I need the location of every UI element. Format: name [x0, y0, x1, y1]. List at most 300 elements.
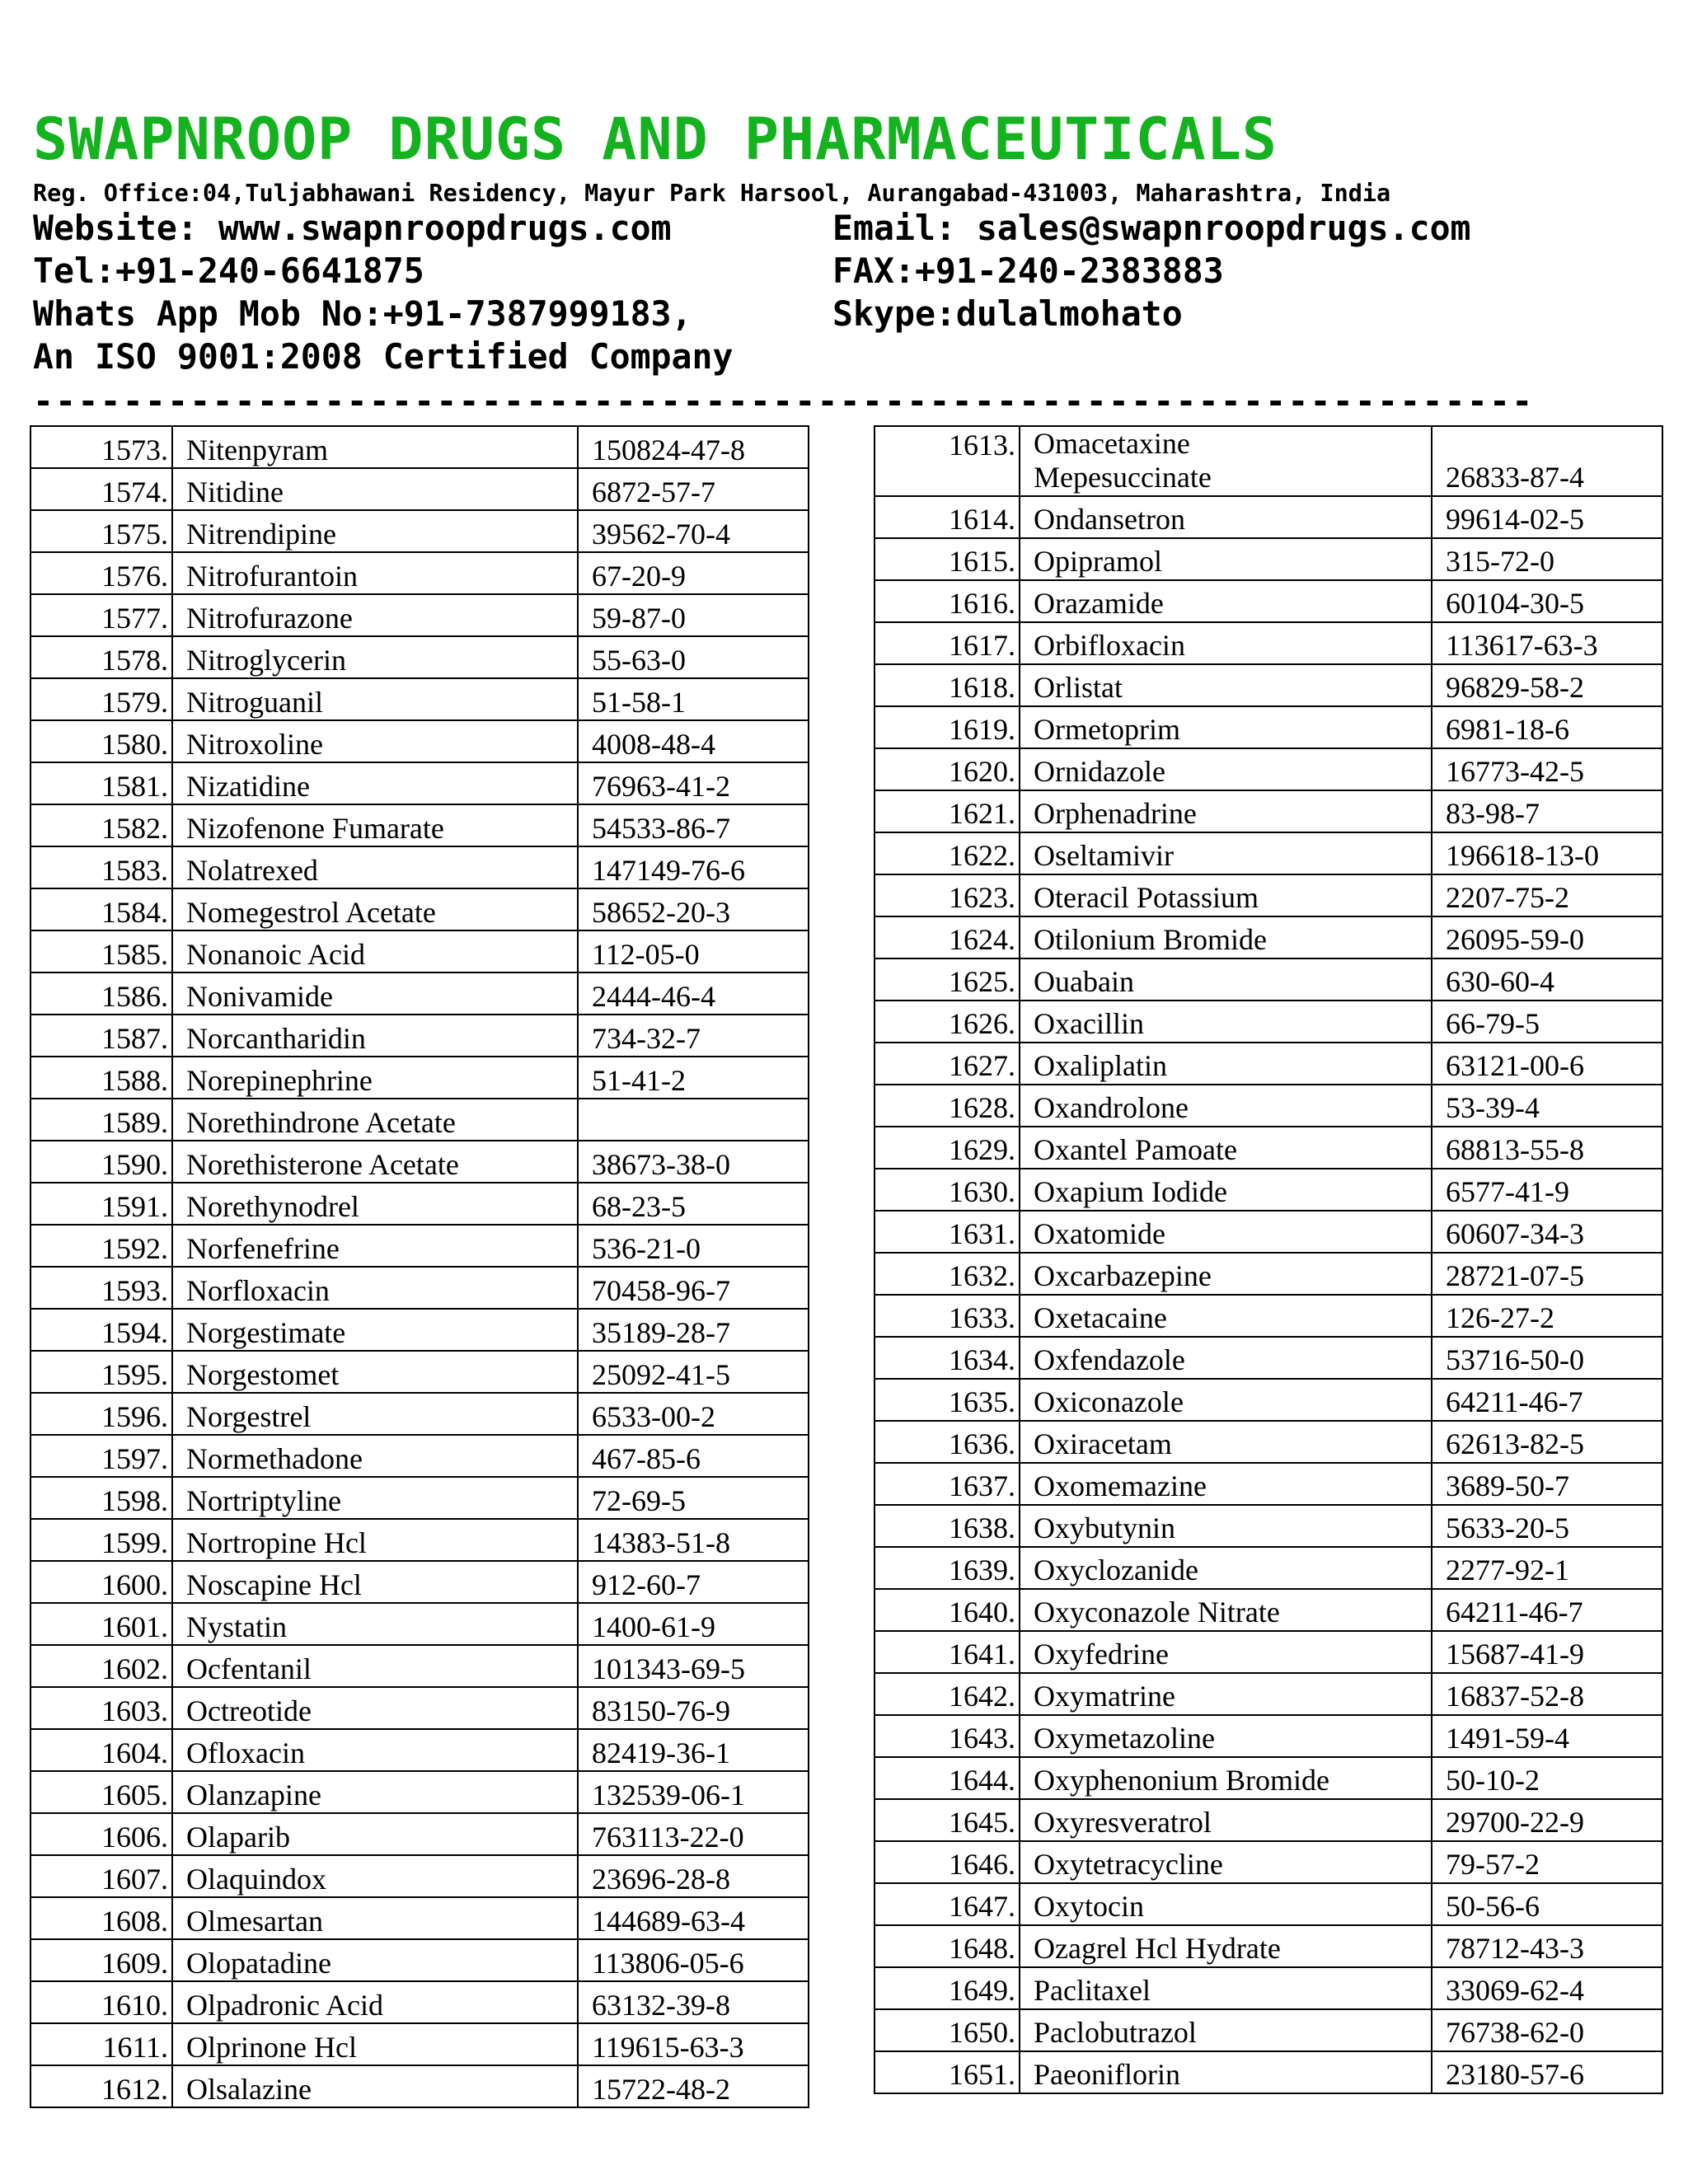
- product-name: Oxymatrine: [1020, 1673, 1432, 1715]
- table-row: [874, 1001, 1662, 1043]
- table-row: [874, 622, 1662, 664]
- cas-number: 315-72-0: [1432, 538, 1662, 580]
- table-row: [874, 538, 1662, 580]
- cas-number: 5633-20-5: [1432, 1505, 1662, 1547]
- row-number: 1584.: [30, 888, 172, 930]
- cas-number: 144689-63-4: [578, 1897, 809, 1939]
- table-row: [874, 916, 1662, 958]
- cas-number: 28721-07-5: [1432, 1253, 1662, 1295]
- row-number: 1594.: [30, 1309, 172, 1351]
- product-name: Oxyresveratrol: [1020, 1799, 1432, 1841]
- table-row: [30, 1015, 809, 1057]
- product-name: Nolatrexed: [172, 846, 578, 888]
- row-number: 1636.: [874, 1421, 1020, 1463]
- cas-number: 126-27-2: [1432, 1295, 1662, 1337]
- product-name: [1020, 426, 1432, 496]
- product-name: Oxyphenonium Bromide: [1020, 1757, 1432, 1799]
- product-name: Norgestrel: [172, 1393, 578, 1435]
- row-number: 1646.: [874, 1841, 1020, 1883]
- product-name: Olmesartan: [172, 1897, 578, 1939]
- fax-text: FAX:+91-240-2383883: [832, 251, 1224, 291]
- table-row: [30, 1813, 809, 1855]
- product-name: Oxandrolone: [1020, 1085, 1432, 1127]
- row-number: 1576.: [30, 552, 172, 594]
- table-row: [30, 1435, 809, 1477]
- cas-number: 60104-30-5: [1432, 580, 1662, 622]
- cas-number: 14383-51-8: [578, 1519, 809, 1561]
- cas-number: 15687-41-9: [1432, 1631, 1662, 1673]
- row-number: 1602.: [30, 1645, 172, 1687]
- product-name: Oxomemazine: [1020, 1463, 1432, 1505]
- cas-number: 16837-52-8: [1432, 1673, 1662, 1715]
- row-number: 1596.: [30, 1393, 172, 1435]
- whatsapp-text: Whats App Mob No:+91-7387999183,: [33, 293, 692, 334]
- product-name: Nitidine: [172, 468, 578, 510]
- row-number: 1642.: [874, 1673, 1020, 1715]
- product-name: Olaparib: [172, 1813, 578, 1855]
- cas-number: 6533-00-2: [578, 1393, 809, 1435]
- cas-number: 99614-02-5: [1432, 496, 1662, 538]
- row-number: 1618.: [874, 664, 1020, 706]
- table-row: [874, 706, 1662, 748]
- table-row: [30, 1645, 809, 1687]
- product-name: Ornidazole: [1020, 748, 1432, 790]
- table-row: [30, 1225, 809, 1267]
- product-table-right: [874, 425, 1663, 2094]
- table-row: [874, 1715, 1662, 1757]
- table-row: [874, 1631, 1662, 1673]
- product-name: Ormetoprim: [1020, 706, 1432, 748]
- cas-number: 132539-06-1: [578, 1771, 809, 1813]
- row-number: 1621.: [874, 790, 1020, 832]
- table-row: [30, 678, 809, 720]
- row-number: 1617.: [874, 622, 1020, 664]
- cas-number: 1400-61-9: [578, 1603, 809, 1645]
- product-name: Oxapium Iodide: [1020, 1169, 1432, 1211]
- table-row: [30, 1057, 809, 1099]
- cas-number: 70458-96-7: [578, 1267, 809, 1309]
- table-row: [874, 1295, 1662, 1337]
- table-row: [30, 972, 809, 1015]
- product-name: Oxytocin: [1020, 1883, 1432, 1925]
- cas-number: 1491-59-4: [1432, 1715, 1662, 1757]
- product-name: Oxyclozanide: [1020, 1547, 1432, 1589]
- row-number: 1607.: [30, 1855, 172, 1897]
- product-name: Ofloxacin: [172, 1729, 578, 1771]
- product-name: Nystatin: [172, 1603, 578, 1645]
- cas-number: 29700-22-9: [1432, 1799, 1662, 1841]
- table-row: [874, 496, 1662, 538]
- row-number: 1612.: [30, 2065, 172, 2107]
- table-row: [874, 1967, 1662, 2009]
- row-number: 1600.: [30, 1561, 172, 1603]
- row-number: 1624.: [874, 916, 1020, 958]
- cas-number: 763113-22-0: [578, 1813, 809, 1855]
- table-row: [874, 1589, 1662, 1631]
- row-number: 1614.: [874, 496, 1020, 538]
- product-name: Oxiconazole: [1020, 1379, 1432, 1421]
- row-number: 1619.: [874, 706, 1020, 748]
- table-row: [30, 594, 809, 636]
- table-row: [30, 1183, 809, 1225]
- row-number: 1623.: [874, 874, 1020, 916]
- cas-number: 83-98-7: [1432, 790, 1662, 832]
- table-row: [30, 1729, 809, 1771]
- table-row: [30, 762, 809, 804]
- table-row: [30, 1141, 809, 1183]
- row-number: 1638.: [874, 1505, 1020, 1547]
- row-number: 1611.: [30, 2023, 172, 2065]
- cas-number: 16773-42-5: [1432, 748, 1662, 790]
- cas-number: 53-39-4: [1432, 1085, 1662, 1127]
- product-name: Paeoniflorin: [1020, 2051, 1432, 2093]
- cas-number: 4008-48-4: [578, 720, 809, 762]
- cas-number: 536-21-0: [578, 1225, 809, 1267]
- row-number: 1641.: [874, 1631, 1020, 1673]
- cas-number: 76963-41-2: [578, 762, 809, 804]
- table-row: [30, 510, 809, 552]
- product-name: Norethindrone Acetate: [172, 1099, 578, 1141]
- product-name-line: Mepesuccinate: [1034, 461, 1212, 494]
- row-number: 1628.: [874, 1085, 1020, 1127]
- cas-number: 467-85-6: [578, 1435, 809, 1477]
- cas-number: 83150-76-9: [578, 1687, 809, 1729]
- cas-number: 63132-39-8: [578, 1981, 809, 2023]
- row-number: 1615.: [874, 538, 1020, 580]
- product-name: Norgestimate: [172, 1309, 578, 1351]
- table-row: [30, 1687, 809, 1729]
- product-name: Olprinone Hcl: [172, 2023, 578, 2065]
- cas-number: 68-23-5: [578, 1183, 809, 1225]
- row-number: 1639.: [874, 1547, 1020, 1589]
- product-name: Nitrofurazone: [172, 594, 578, 636]
- row-number: 1582.: [30, 804, 172, 846]
- product-name: Oxacillin: [1020, 1001, 1432, 1043]
- table-row: [30, 1771, 809, 1813]
- product-name: Nitroxoline: [172, 720, 578, 762]
- cas-number: 2207-75-2: [1432, 874, 1662, 916]
- row-number: 1625.: [874, 958, 1020, 1001]
- product-name: Ouabain: [1020, 958, 1432, 1001]
- product-name: Orbifloxacin: [1020, 622, 1432, 664]
- table-row: [874, 1421, 1662, 1463]
- row-number: 1645.: [874, 1799, 1020, 1841]
- product-name: Oxyfedrine: [1020, 1631, 1432, 1673]
- cas-number: 67-20-9: [578, 552, 809, 594]
- table-row: [874, 1505, 1662, 1547]
- row-number: 1631.: [874, 1211, 1020, 1253]
- row-number: 1604.: [30, 1729, 172, 1771]
- table-row: [874, 1379, 1662, 1421]
- row-number: 1613.: [874, 426, 1020, 496]
- product-name-line: Omacetaxine: [1034, 427, 1190, 460]
- cas-number: [578, 1099, 809, 1141]
- cas-number: 147149-76-6: [578, 846, 809, 888]
- table-row: [874, 1211, 1662, 1253]
- cas-number: 734-32-7: [578, 1015, 809, 1057]
- product-name: Oxcarbazepine: [1020, 1253, 1432, 1295]
- row-number: 1603.: [30, 1687, 172, 1729]
- table-row: [874, 2009, 1662, 2051]
- row-number: 1578.: [30, 636, 172, 678]
- product-name: Nitrofurantoin: [172, 552, 578, 594]
- company-name: SWAPNROOP DRUGS AND PHARMACEUTICALS: [33, 105, 1278, 173]
- row-number: 1644.: [874, 1757, 1020, 1799]
- table-row: [874, 1673, 1662, 1715]
- row-number: 1591.: [30, 1183, 172, 1225]
- table-row: [30, 720, 809, 762]
- row-number: 1589.: [30, 1099, 172, 1141]
- cas-number: 54533-86-7: [578, 804, 809, 846]
- table-row: [30, 1561, 809, 1603]
- product-name: Norfenefrine: [172, 1225, 578, 1267]
- cas-number: 50-56-6: [1432, 1883, 1662, 1925]
- product-name: Oxfendazole: [1020, 1337, 1432, 1379]
- table-row: [30, 1897, 809, 1939]
- cas-number: 66-79-5: [1432, 1001, 1662, 1043]
- row-number: 1629.: [874, 1127, 1020, 1169]
- table-row: [30, 1099, 809, 1141]
- row-number: 1597.: [30, 1435, 172, 1477]
- row-number: 1650.: [874, 2009, 1020, 2051]
- cas-number: 6872-57-7: [578, 468, 809, 510]
- product-name: Paclobutrazol: [1020, 2009, 1432, 2051]
- cas-number: 50-10-2: [1432, 1757, 1662, 1799]
- table-row: [30, 1351, 809, 1393]
- product-name: Oxantel Pamoate: [1020, 1127, 1432, 1169]
- cas-number: 51-58-1: [578, 678, 809, 720]
- row-number: 1595.: [30, 1351, 172, 1393]
- row-number: 1620.: [874, 748, 1020, 790]
- table-row: [874, 1043, 1662, 1085]
- row-number: 1630.: [874, 1169, 1020, 1211]
- cas-number: 58652-20-3: [578, 888, 809, 930]
- cas-number: 26833-87-4: [1432, 426, 1662, 496]
- cas-number: 912-60-7: [578, 1561, 809, 1603]
- row-number: 1616.: [874, 580, 1020, 622]
- product-name: Oxymetazoline: [1020, 1715, 1432, 1757]
- cas-number: 150824-47-8: [578, 426, 809, 468]
- cas-number: 119615-63-3: [578, 2023, 809, 2065]
- row-number: 1633.: [874, 1295, 1020, 1337]
- cas-number: 101343-69-5: [578, 1645, 809, 1687]
- product-name: Nonivamide: [172, 972, 578, 1015]
- product-name: Oxybutynin: [1020, 1505, 1432, 1547]
- table-row: [874, 1463, 1662, 1505]
- row-number: 1605.: [30, 1771, 172, 1813]
- table-row: [874, 1799, 1662, 1841]
- product-name: Nomegestrol Acetate: [172, 888, 578, 930]
- product-name: Nitroglycerin: [172, 636, 578, 678]
- table-row: [30, 804, 809, 846]
- email-text: Email: sales@swapnroopdrugs.com: [832, 208, 1471, 248]
- table-row: [30, 1309, 809, 1351]
- row-number: 1606.: [30, 1813, 172, 1855]
- row-number: 1575.: [30, 510, 172, 552]
- product-name: Norfloxacin: [172, 1267, 578, 1309]
- cas-number: 39562-70-4: [578, 510, 809, 552]
- cas-number: 78712-43-3: [1432, 1925, 1662, 1967]
- table-row: [874, 790, 1662, 832]
- table-row: [30, 1981, 809, 2023]
- table-row: [874, 2051, 1662, 2093]
- product-name: Opipramol: [1020, 538, 1432, 580]
- table-row: [874, 1169, 1662, 1211]
- row-number: 1585.: [30, 930, 172, 972]
- cas-number: 3689-50-7: [1432, 1463, 1662, 1505]
- product-name: Noscapine Hcl: [172, 1561, 578, 1603]
- product-name: Orlistat: [1020, 664, 1432, 706]
- cas-number: 64211-46-7: [1432, 1589, 1662, 1631]
- cas-number: 59-87-0: [578, 594, 809, 636]
- row-number: 1627.: [874, 1043, 1020, 1085]
- table-row: [30, 468, 809, 510]
- product-name: Oxytetracycline: [1020, 1841, 1432, 1883]
- table-row: [874, 832, 1662, 874]
- table-row: [874, 748, 1662, 790]
- product-name: Nitenpyram: [172, 426, 578, 468]
- product-name: Oxatomide: [1020, 1211, 1432, 1253]
- product-name: Oteracil Potassium: [1020, 874, 1432, 916]
- table-row: [874, 1547, 1662, 1589]
- cas-number: 51-41-2: [578, 1057, 809, 1099]
- product-name: Orphenadrine: [1020, 790, 1432, 832]
- product-name: Ocfentanil: [172, 1645, 578, 1687]
- table-row: [874, 874, 1662, 916]
- cas-number: 35189-28-7: [578, 1309, 809, 1351]
- table-row: [30, 1603, 809, 1645]
- row-number: 1622.: [874, 832, 1020, 874]
- cas-number: 112-05-0: [578, 930, 809, 972]
- row-number: 1583.: [30, 846, 172, 888]
- cas-number: 113806-05-6: [578, 1939, 809, 1981]
- product-name: Paclitaxel: [1020, 1967, 1432, 2009]
- cas-number: 26095-59-0: [1432, 916, 1662, 958]
- product-table-left: [30, 425, 809, 2108]
- registered-office-address: Reg. Office:04,Tuljabhawani Residency, Mayur Park Harsool, Aurangabad-431003, Maharashtra, India: [33, 180, 1391, 207]
- product-name: Oxaliplatin: [1020, 1043, 1432, 1085]
- product-name: Ozagrel Hcl Hydrate: [1020, 1925, 1432, 1967]
- product-name: Norcantharidin: [172, 1015, 578, 1057]
- row-number: 1574.: [30, 468, 172, 510]
- table-row: [30, 930, 809, 972]
- table-row: [874, 1757, 1662, 1799]
- table-row: [874, 1883, 1662, 1925]
- product-name: Norethynodrel: [172, 1183, 578, 1225]
- product-name: Oxetacaine: [1020, 1295, 1432, 1337]
- row-number: 1634.: [874, 1337, 1020, 1379]
- table-row: [30, 2023, 809, 2065]
- cas-number: 62613-82-5: [1432, 1421, 1662, 1463]
- product-name: Nortropine Hcl: [172, 1519, 578, 1561]
- table-row: [30, 1267, 809, 1309]
- row-number: 1608.: [30, 1897, 172, 1939]
- cas-number: 82419-36-1: [578, 1729, 809, 1771]
- cas-number: 96829-58-2: [1432, 664, 1662, 706]
- product-name: Nizofenone Fumarate: [172, 804, 578, 846]
- table-row: [30, 426, 809, 468]
- table-row: [30, 846, 809, 888]
- row-number: 1640.: [874, 1589, 1020, 1631]
- row-number: 1577.: [30, 594, 172, 636]
- row-number: 1581.: [30, 762, 172, 804]
- product-name: Nitroguanil: [172, 678, 578, 720]
- row-number: 1580.: [30, 720, 172, 762]
- row-number: 1592.: [30, 1225, 172, 1267]
- cas-number: 63121-00-6: [1432, 1043, 1662, 1085]
- table-row: [874, 664, 1662, 706]
- table-row: [874, 1925, 1662, 1967]
- cas-number: 64211-46-7: [1432, 1379, 1662, 1421]
- product-name: Nortriptyline: [172, 1477, 578, 1519]
- table-row: [30, 1519, 809, 1561]
- product-name: Olsalazine: [172, 2065, 578, 2107]
- product-name: Oxiracetam: [1020, 1421, 1432, 1463]
- cas-number: 38673-38-0: [578, 1141, 809, 1183]
- telephone-text: Tel:+91-240-6641875: [33, 251, 424, 291]
- table-row: [874, 580, 1662, 622]
- table-row: [874, 426, 1662, 496]
- product-name: Otilonium Bromide: [1020, 916, 1432, 958]
- dashed-divider: -------------------------------------------------------------------: [33, 381, 1535, 421]
- product-name: Norgestomet: [172, 1351, 578, 1393]
- table-row: [30, 1855, 809, 1897]
- cas-number: 23180-57-6: [1432, 2051, 1662, 2093]
- cas-number: 68813-55-8: [1432, 1127, 1662, 1169]
- cas-number: 76738-62-0: [1432, 2009, 1662, 2051]
- table-row: [874, 958, 1662, 1001]
- table-row: [874, 1127, 1662, 1169]
- product-name: Ondansetron: [1020, 496, 1432, 538]
- cas-number: 2444-46-4: [578, 972, 809, 1015]
- cas-number: 25092-41-5: [578, 1351, 809, 1393]
- cas-number: 55-63-0: [578, 636, 809, 678]
- cas-number: 53716-50-0: [1432, 1337, 1662, 1379]
- product-name: Nizatidine: [172, 762, 578, 804]
- table-row: [30, 2065, 809, 2107]
- row-number: 1610.: [30, 1981, 172, 2023]
- cas-number: 2277-92-1: [1432, 1547, 1662, 1589]
- cas-number: 60607-34-3: [1432, 1211, 1662, 1253]
- row-number: 1648.: [874, 1925, 1020, 1967]
- cas-number: 113617-63-3: [1432, 622, 1662, 664]
- table-row: [30, 1939, 809, 1981]
- table-row: [30, 1393, 809, 1435]
- product-name: Olanzapine: [172, 1771, 578, 1813]
- row-number: 1598.: [30, 1477, 172, 1519]
- row-number: 1635.: [874, 1379, 1020, 1421]
- product-name: Norepinephrine: [172, 1057, 578, 1099]
- cas-number: 79-57-2: [1432, 1841, 1662, 1883]
- cas-number: 15722-48-2: [578, 2065, 809, 2107]
- product-name: Nitrendipine: [172, 510, 578, 552]
- row-number: 1632.: [874, 1253, 1020, 1295]
- row-number: 1626.: [874, 1001, 1020, 1043]
- row-number: 1587.: [30, 1015, 172, 1057]
- table-row: [874, 1253, 1662, 1295]
- row-number: 1651.: [874, 2051, 1020, 2093]
- product-name: Norethisterone Acetate: [172, 1141, 578, 1183]
- row-number: 1588.: [30, 1057, 172, 1099]
- cas-number: 23696-28-8: [578, 1855, 809, 1897]
- product-name: Nonanoic Acid: [172, 930, 578, 972]
- product-name: Olaquindox: [172, 1855, 578, 1897]
- row-number: 1643.: [874, 1715, 1020, 1757]
- product-name: Orazamide: [1020, 580, 1432, 622]
- cas-number: 6981-18-6: [1432, 706, 1662, 748]
- cas-number: 630-60-4: [1432, 958, 1662, 1001]
- row-number: 1609.: [30, 1939, 172, 1981]
